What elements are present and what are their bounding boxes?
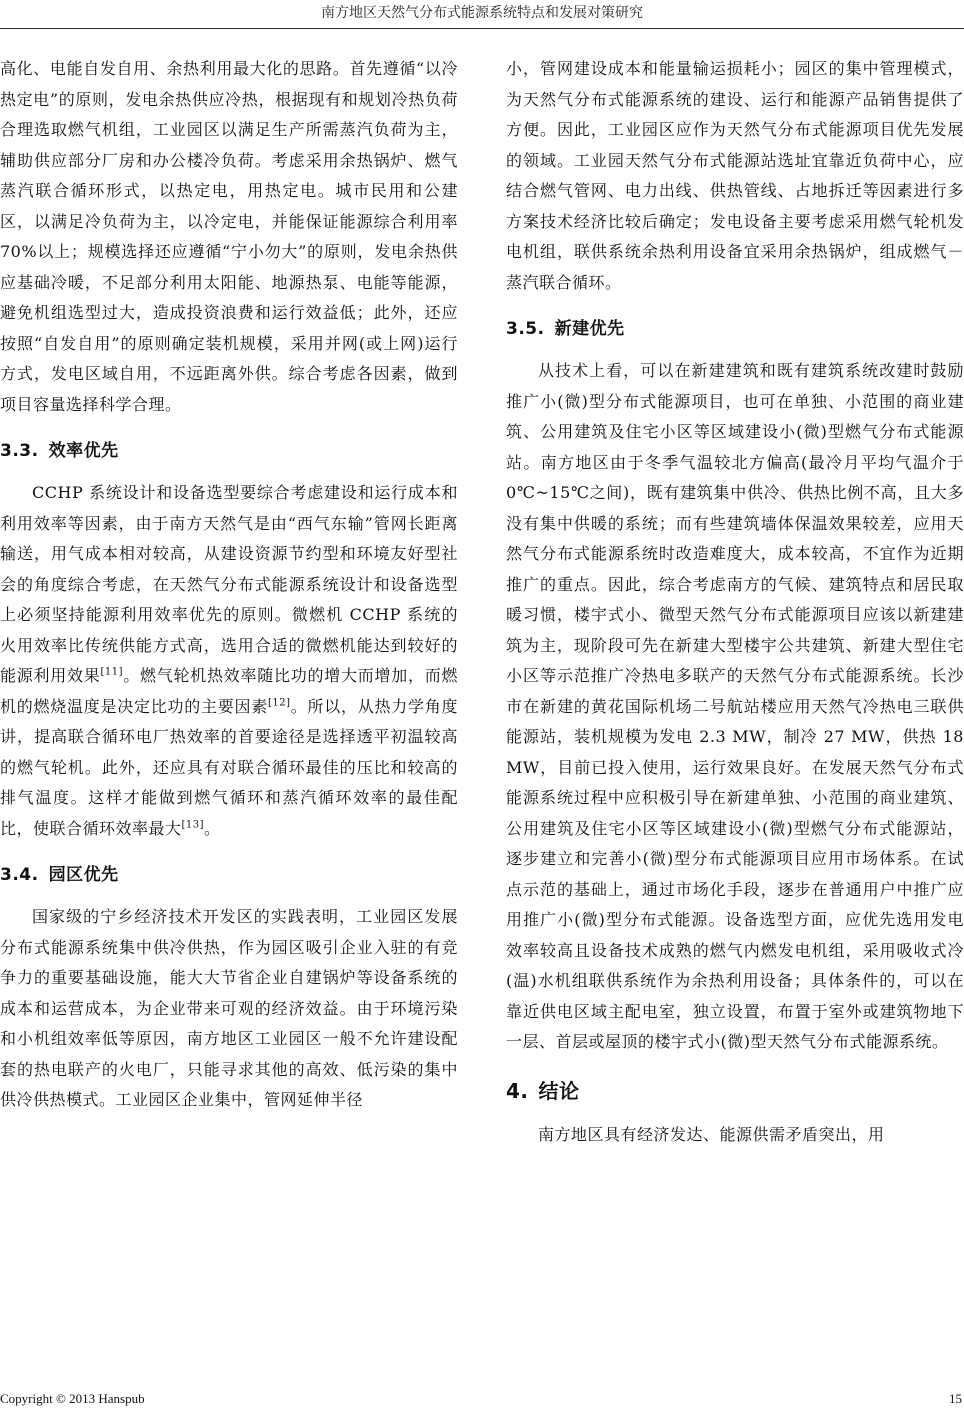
left-column — [0, 54, 458, 1116]
paragraph-new-build: 从技术上看，可以在新建建筑和既有建筑系统改建时鼓励推广小(微)型分布式能源项目，也可在单独、小范围的商业建筑、公用建筑及住宅小区等区域建设小(微)型燃气分布式能源站。南方地区由于冬季气温较北方偏高(最冷月平均气温介于 0℃~15℃之间)，既有建筑集中供冷、供热比例不高，且大多没有集中供暖的系统；而有些建筑墙体保温效果较差，应用天然气分布式能源系统时改造难度大，成本较高，不宜作为近期推广的重点。因此，综合考虑南方的气候、建筑特点和居民取暖习惯，楼宇式小、微型天然气分布式能源项目应该以新建建筑为主，现阶段可先在新建大型楼宇公共建筑、新建大型住宅小区等示范推广冷热电多联产的天然气分布式能源系统。长沙市在新建的黄花国际机场二号航站楼应用天然气冷热电三联供能源站，装机规模为发电 2.3 MW，制冷 27 MW，供热 18 MW，目前已投入使用，运行效果良好。在发展天然气分布式能源系统过程中应积极引导在新建单独、小范围的商业建筑、公用建筑及住宅小区等区域建设小(微)型燃气分布式能源站，逐步建立和完善小(微)型分布式能源项目应用市场体系。在试点示范的基础上，通过市场化手段，逐步在普通用户中推广应用推广小(微)型分布式能源。设备选型方面，应优先选用发电效率较高且设备技术成熟的燃气内燃发电机组，采用吸收式冷(温)水机组联供系统作为余热利用设备；具体条件的，可以在靠近供电区域主配电室，独立设置，布置于室外或建筑物地下一层、首层或屋顶的楼宇式小(微)型天然气分布式能源系统。 — [506, 361, 964, 1051]
text-run: 。 — [204, 818, 221, 838]
paragraph-park: 国家级的宁乡经济技术开发区的实践表明，工业园区发展分布式能源系统集中供冷供热，作为园区吸引企业入驻的有竞争力的重要基础设施，能大大节省企业自建锅炉等设备系统的成本和运营成本，为企业带来可观的经济效益。由于环境污染和小机组效率低等原因，南方地区工业园区一般不允许建设配套的热电联产的火电厂，只能寻求其他的高效、低污染的集中供冷供热模式。工业园区企业集中，管网延伸半径 — [0, 907, 458, 1109]
right-column — [506, 54, 964, 1150]
running-header: 南方地区天然气分布式能源系统特点和发展对策研究 — [321, 5, 643, 21]
citation-ref-13[interactable]: [13] — [181, 819, 205, 831]
section-number: 3.5. — [506, 319, 545, 339]
paragraph-continued: 高化、电能自发自用、余热利用最大化的思路。首先遵循“以冷热定电”的原则，发电余热供应冷热，根据现有和规划冷热负荷合理选取燃气机组，工业园区以满足生产所需蒸汽负荷为主，辅助供应部分厂房和办公楼冷负荷。考虑采用余热锅炉、燃气蒸汽联合循环形式，以热定电，用热定电。城市民用和公建区，以满足冷负荷为主，以冷定电，并能保证能源综合利用率 70%以上；规模选择还应遵循“宁小勿大”的原则，发电余热供应基础冷暖，不足部分利用太阳能、地源热泵、电能等能源，避免机组选型过大，造成投资浪费和运行效益低；此外，还应按照“自发自用”的原则确定装机规模，采用并网(或上网)运行方式，发电区域自用，不远距离外供。综合考虑各因素，做到项目容量选择科学合理。 — [0, 59, 458, 414]
section-title: 园区优先 — [48, 865, 119, 885]
section-heading-3-3 — [0, 436, 458, 466]
section-title: 效率优先 — [48, 441, 119, 461]
citation-ref-12[interactable]: [12] — [267, 697, 291, 709]
paragraph-continued: 小，管网建设成本和能量输运损耗小；园区的集中管理模式，为天然气分布式能源系统的建设、运行和能源产品销售提供了方便。因此，工业园区应作为天然气分布式能源项目优先发展的领域。工业园天然气分布式能源站选址宜靠近负荷中心，应结合燃气管网、电力出线、供热管线、占地拆迁等因素进行多方案技术经济比较后确定；发电设备主要考虑采用燃气轮机发电机组，联供系统余热利用设备宜采用余热锅炉，组成燃气－蒸汽联合循环。 — [506, 59, 964, 292]
page-number: 15 — [949, 1391, 962, 1406]
section-number: 4. — [506, 1078, 529, 1103]
text-run: 。所以，从热力学角度讲，提高联合循环电厂热效率的首要途径是选择透平初温较高的燃气轮机。此外，还应具有对联合循环最佳的压比和较高的排气温度。这样才能做到燃气循环和蒸汽循环效率的最佳配比，使联合循环效率最大 — [0, 696, 458, 838]
text-run: 。燃气轮机热效率随比功的增大而增加，而燃机的燃烧温度是决定比功的主要因素 — [0, 666, 458, 716]
section-heading-3-5 — [506, 314, 964, 344]
section-number: 3.3. — [0, 441, 39, 461]
citation-ref-11[interactable]: [11] — [100, 666, 124, 678]
paragraph-efficiency — [0, 478, 458, 844]
section-number: 3.4. — [0, 865, 39, 885]
section-heading-4 — [506, 1076, 964, 1106]
text-run: CCHP 系统设计和设备选型要综合考虑建设和运行成本和利用效率等因素，由于南方天然气是由“西气东输”管网长距离输送，用气成本相对较高，从建设资源节约型和环境友好型社会的角度综合考虑，在天然气分布式能源系统设计和设备选型上必须坚持能源利用效率优先的原则。微燃机 CCHP 系统的火用效率比传统供能方式高，选用合适的微燃机能达到较好的能源利用效果 — [0, 483, 458, 685]
header-rule — [0, 28, 964, 29]
footer-copyright: Copyright © 2013 Hanspub — [0, 1391, 145, 1406]
section-title: 结论 — [538, 1078, 580, 1103]
paragraph-conclusion: 南方地区具有经济发达、能源供需矛盾突出，用 — [538, 1124, 885, 1144]
section-heading-3-4 — [0, 860, 458, 890]
section-title: 新建优先 — [554, 319, 625, 339]
